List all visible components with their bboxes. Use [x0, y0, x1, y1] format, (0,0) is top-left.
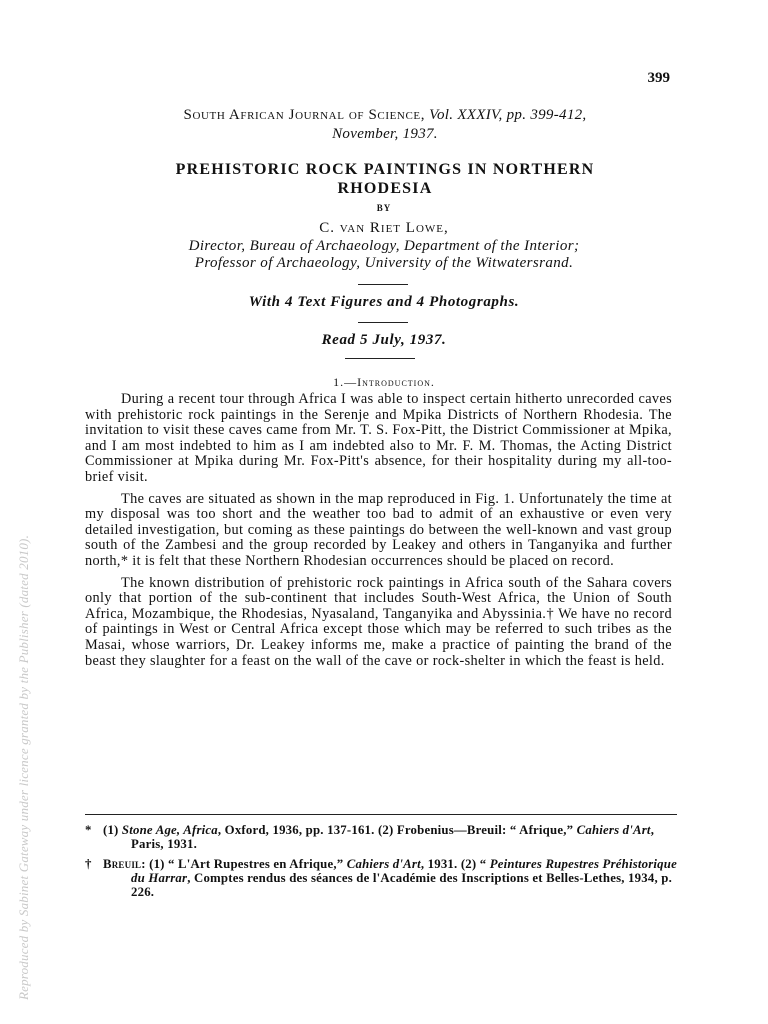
footnote-text: , 1931. (2) “	[420, 856, 490, 871]
footnote-work-title: Cahiers d'Art	[576, 823, 651, 837]
divider-rule	[345, 358, 415, 359]
journal-name: South African Journal of Science,	[183, 107, 426, 123]
footnote-work-title: Peintures Rupestres Préhistorique du Harrar	[131, 856, 677, 885]
article-title	[90, 160, 680, 198]
author-name: C. van Riet Lowe,	[319, 220, 449, 236]
title-line-2: RHODESIA	[337, 180, 433, 197]
divider-rule	[358, 322, 408, 323]
read-date: Read 5 July, 1937.	[321, 332, 447, 348]
footnote-text: (1)	[103, 823, 122, 837]
footnotes	[85, 823, 677, 904]
body-text	[85, 392, 672, 675]
footnote-text: , Paris, 1931.	[131, 823, 655, 852]
paragraph: The known distribution of prehistoric rock paintings in Africa south of the Sahara covers only that portion of the sub-continent that includes South-West Africa, the Union of South Africa, Mozambique, the Rhodesias, Nyasaland, Tanganyika and Abyssinia.† We have no record of paintings in West or Central Africa except those which may be referred to such tribes as the Masai, whose warriors, Dr. Leakey informs me, make a practice of painting the brand of the beast they slaughter for a feast on the wall of the cave or rock-shelter in which the feast is held.	[85, 574, 672, 669]
footnote-text: , Comptes rendus des séances de l'Académie des Inscriptions et Belles-Lethes, 1934, p. 226.	[131, 870, 672, 900]
journal-date: November, 1937.	[332, 126, 438, 142]
section-heading: 1.—Introduction.	[333, 375, 435, 389]
journal-citation	[70, 106, 700, 144]
footnote-work-title: Cahiers d'Art	[346, 856, 421, 871]
paragraph: The caves are situated as shown in the map reproduced in Fig. 1. Unfortunately the time at my disposal was too short and the weather too bad to admit of an exhaustive or even very detailed investigation, but coming as these paintings do between the well-known and vast group south of the Zambesi and the group recorded by Leakey and others in Tanganyika and further north,* it is felt that these Northern Rhodesian occurrences should be placed on record.	[85, 490, 672, 569]
paragraph: During a recent tour through Africa I was able to inspect certain hitherto unrecorded caves with prehistoric rock paintings in the Serenje and Mpika Districts of Northern Rhodesia. The invitation to visit these caves came from Mr. T. S. Fox-Pitt, the District Commissioner at Mpika, and I am most indebted to him as I am indebted also to Mr. F. M. Thomas, the Acting District Commissioner at Mpika during Mr. Fox-Pitt's absence, for their hospitality during my all-too-brief visit.	[85, 391, 672, 485]
figures-note: With 4 Text Figures and 4 Photographs.	[248, 294, 520, 310]
footnote-mark: †	[85, 856, 92, 871]
footnote-work-title: Stone Age, Africa	[121, 823, 218, 837]
footnote-star	[85, 823, 677, 852]
footnote-author: Breuil:	[103, 856, 146, 871]
affiliation-line-2: Professor of Archaeology, University of the Witwatersrand.	[194, 255, 574, 271]
watermark-text: Reproduced by Sabinet Gateway under licence granted by the Publisher (dated 2010).	[16, 534, 31, 1000]
title-line-1: PREHISTORIC ROCK PAINTINGS IN NORTHERN	[175, 161, 595, 178]
journal-volume: Vol. XXXIV, pp. 399-412,	[429, 107, 587, 123]
byline-by: BY	[376, 203, 392, 213]
divider-rule	[358, 284, 408, 285]
page-number: 399	[647, 70, 670, 86]
author-affiliation	[70, 238, 698, 272]
affiliation-line-1: Director, Bureau of Archaeology, Department of the Interior;	[188, 238, 580, 254]
footnote-text: (1) “ L'Art Rupestres en Afrique,”	[145, 856, 347, 871]
footnote-mark: *	[85, 823, 92, 837]
footnote-dagger	[85, 857, 677, 900]
footnote-divider	[85, 814, 677, 815]
footnote-text: , Oxford, 1936, pp. 137-161. (2) Frobenius—Breuil: “ Afrique,”	[217, 823, 577, 837]
